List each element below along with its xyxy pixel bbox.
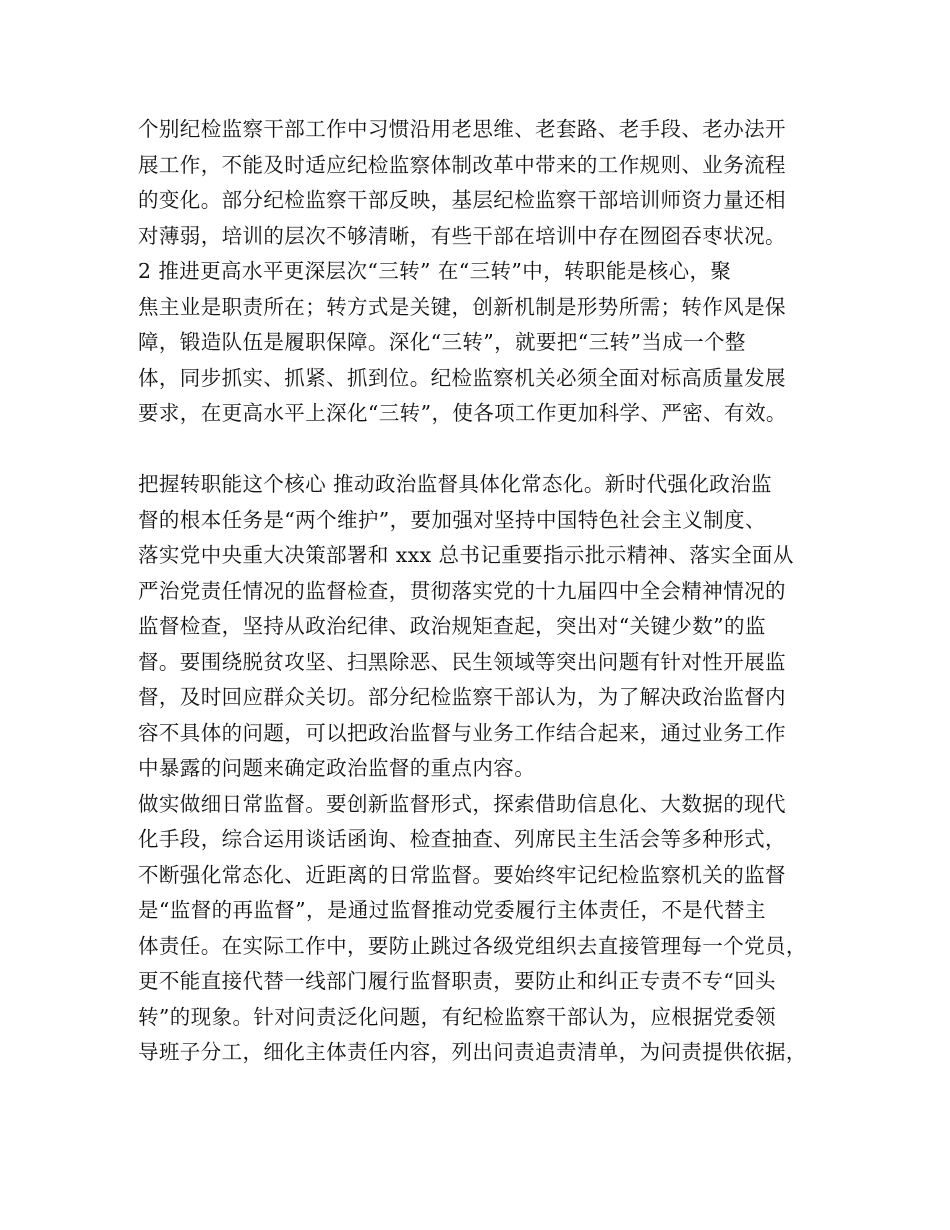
paragraph-block-1 — [138, 112, 838, 432]
text-line: 督，及时回应群众关切。部分纪检监察干部认为，为了解决政治监督内 — [138, 685, 786, 709]
text-line: 体责任。在实际工作中，要防止跳过各级党组织去直接管理每一个党员， — [138, 933, 807, 958]
text-line: 的变化。部分纪检监察干部反映，基层纪检监察干部培训师资力量还相 — [138, 188, 786, 212]
text-line: 展工作，不能及时适应纪检监察体制改革中带来的工作规则、业务流程 — [138, 152, 786, 177]
text-line: 督。要围绕脱贫攻坚、扫黑除恶、民生领域等突出问题有针对性开展监 — [138, 649, 786, 674]
text-line: 容不具体的问题，可以把政治监督与业务工作结合起来，通过业务工作 — [138, 720, 786, 745]
text-line: 中暴露的问题来确定政治监督的重点内容。 — [138, 756, 536, 780]
text-line: 化手段，综合运用谈话函询、检查抽查、列席民主生活会等多种形式， — [138, 827, 786, 851]
text-line: 不断强化常态化、近距离的日常监督。要始终牢记纪检监察机关的监督 — [138, 862, 786, 887]
text-line: 更不能直接代替一线部门履行监督职责，要防止和纠正专责不专“回头 — [138, 969, 776, 993]
text-line: 做实做细日常监督。要创新监督形式，探索借助信息化、大数据的现代 — [138, 791, 786, 816]
paragraph-block-2 — [138, 467, 838, 1071]
text-line: 导班子分工，细化主体责任内容，列出问责追责清单，为问责提供依据， — [138, 1040, 807, 1064]
text-line: 对薄弱，培训的层次不够清晰，有些干部在培训中存在囫囵吞枣状况。 — [138, 223, 786, 248]
text-line: 监督检查，坚持从政治纪律、政治规矩查起，突出对“关键少数”的监 — [138, 614, 766, 638]
text-line: 焦主业是职责所在；转方式是关键，创新机制是形势所需；转作风是保 — [138, 294, 786, 319]
text-line: 落实党中央重大决策部署和 xxx 总书记重要指示批示精神、落实全面从 — [138, 543, 794, 567]
text-line: 是“监督的再监督”，是通过监督推动党委履行主体责任，不是代替主 — [138, 898, 766, 922]
text-line: 个别纪检监察干部工作中习惯沿用老思维、老套路、老手段、老办法开 — [138, 117, 786, 141]
text-line: 把握转职能这个核心 推动政治监督具体化常态化。新时代强化政治监 — [138, 472, 772, 496]
text-line: 障，锻造队伍是履职保障。深化“三转”，就要把“三转”当成一个整 — [138, 330, 746, 354]
text-line: 转”的现象。针对问责泛化问题，有纪检监察干部认为，应根据党委领 — [138, 1004, 776, 1029]
text-line: 督的根本任务是“两个维护”，要加强对坚持中国特色社会主义制度、 — [138, 507, 766, 532]
text-line: 要求，在更高水平上深化“三转”，使各项工作更加科学、严密、有效。 — [138, 401, 787, 425]
section-heading-line: 2 推进更高水平更深层次“三转” 在“三转”中，转职能是核心，聚 — [138, 259, 732, 283]
text-line: 严治党责任情况的监督检查，贯彻落实党的十九届四中全会精神情况的 — [138, 578, 786, 603]
text-line: 体，同步抓实、抓紧、抓到位。纪检监察机关必须全面对标高质量发展 — [138, 365, 786, 390]
